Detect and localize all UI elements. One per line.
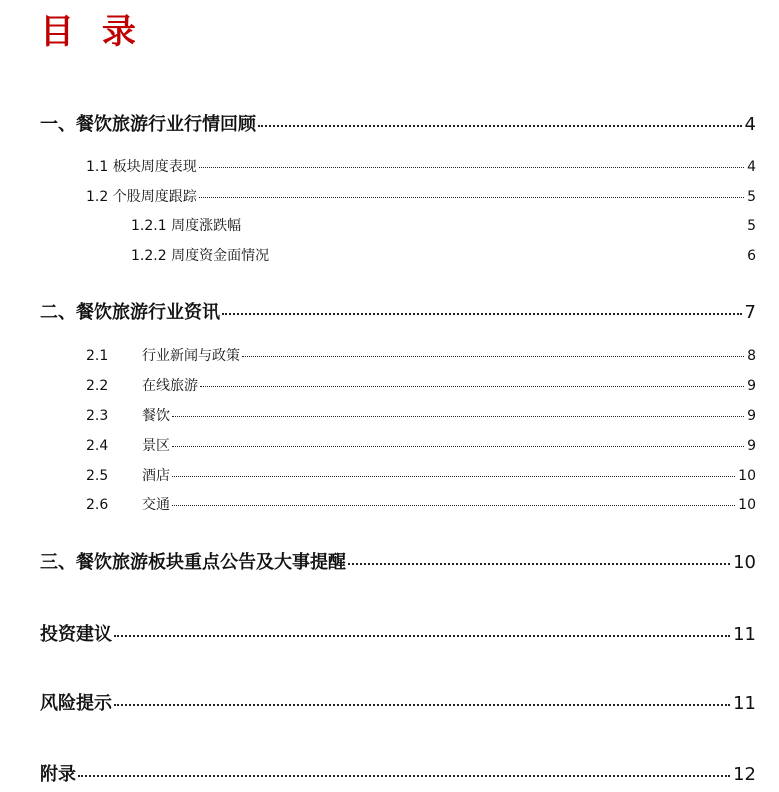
- toc-entry-number: 2.2: [86, 378, 109, 394]
- toc-entry-title: 个股周度跟踪: [112, 189, 197, 205]
- toc-page-number: 8: [747, 348, 756, 364]
- toc-entry-investment-advice[interactable]: [40, 620, 756, 644]
- toc-entry-title: 三、餐饮旅游板块重点公告及大事提醒: [40, 552, 346, 573]
- toc-dot-leader: [199, 167, 744, 168]
- toc-dot-leader: [172, 476, 735, 477]
- toc-page-number: 10: [738, 468, 756, 484]
- toc-entry-number: 1.2.1: [131, 218, 167, 234]
- toc-dot-leader: [222, 313, 742, 315]
- toc-entry-2-6[interactable]: [86, 494, 756, 514]
- toc-entry-1-2-1[interactable]: [131, 215, 756, 235]
- toc-entry-title: 二、餐饮旅游行业资讯: [40, 302, 220, 323]
- toc-page-number: 5: [747, 218, 756, 234]
- toc-entry-title: 行业新闻与政策: [142, 348, 240, 364]
- toc-entry-section-1[interactable]: [40, 110, 756, 134]
- toc-entry-number: 1.2: [86, 189, 109, 205]
- toc-entry-title: 在线旅游: [142, 378, 198, 394]
- toc-dot-leader: [78, 775, 730, 777]
- toc-dot-leader: [271, 256, 744, 257]
- toc-dot-leader: [243, 226, 744, 227]
- toc-dot-leader: [172, 416, 744, 417]
- toc-entry-number: 2.4: [86, 438, 109, 454]
- toc-entry-2-5[interactable]: [86, 465, 756, 485]
- toc-dot-leader: [114, 704, 730, 706]
- toc-page-number: 4: [747, 159, 756, 175]
- toc-entry-number: 1.1: [86, 159, 109, 175]
- toc-entry-number: 2.1: [86, 348, 109, 364]
- toc-entry-1-1[interactable]: [86, 156, 756, 176]
- toc-entry-title: 板块周度表现: [112, 159, 197, 175]
- toc-entry-2-3[interactable]: [86, 405, 756, 425]
- toc-entry-2-2[interactable]: [86, 375, 756, 395]
- toc-dot-leader: [199, 197, 744, 198]
- toc-dot-leader: [172, 446, 744, 447]
- toc-entry-title: 一、餐饮旅游行业行情回顾: [40, 114, 256, 135]
- toc-page-number: 12: [733, 764, 756, 785]
- toc-page-number: 5: [747, 189, 756, 205]
- toc-entry-2-1[interactable]: [86, 345, 756, 365]
- toc-entry-number: 2.5: [86, 468, 109, 484]
- toc-entry-title: 酒店: [142, 468, 170, 484]
- toc-page-number: 9: [747, 378, 756, 394]
- toc-page-number: 9: [747, 408, 756, 424]
- toc-entry-number: 2.3: [86, 408, 109, 424]
- toc-dot-leader: [172, 505, 735, 506]
- toc-entry-risk-warning[interactable]: [40, 689, 756, 713]
- toc-dot-leader: [200, 386, 744, 387]
- toc-entry-title: 交通: [142, 497, 170, 513]
- toc-entry-1-2-2[interactable]: [131, 245, 756, 265]
- toc-entry-title: 风险提示: [40, 693, 112, 714]
- toc-page-number: 6: [747, 248, 756, 264]
- toc-entry-number: 2.6: [86, 497, 109, 513]
- toc-page-number: 10: [733, 552, 756, 573]
- toc-entry-section-3[interactable]: [40, 548, 756, 572]
- toc-entry-section-2[interactable]: [40, 298, 756, 322]
- toc-entry-title: 附录: [40, 764, 76, 785]
- toc-page-number: 10: [738, 497, 756, 513]
- page-title: 目 录: [40, 12, 144, 52]
- toc-page-number: 9: [747, 438, 756, 454]
- toc-entry-2-4[interactable]: [86, 435, 756, 455]
- toc-entry-title: 周度涨跌幅: [171, 218, 242, 234]
- toc-entry-title: 周度资金面情况: [171, 248, 270, 264]
- toc-page-number: 4: [744, 114, 756, 135]
- toc-dot-leader: [114, 635, 730, 637]
- toc-entry-title: 景区: [142, 438, 170, 454]
- toc-page-number: 11: [733, 624, 756, 645]
- toc-entry-appendix[interactable]: [40, 760, 756, 784]
- toc-page-number: 11: [733, 693, 756, 714]
- toc-entry-title: 餐饮: [142, 408, 170, 424]
- toc-entry-1-2[interactable]: [86, 186, 756, 206]
- toc-dot-leader: [258, 125, 742, 127]
- toc-page-number: 7: [744, 302, 756, 323]
- toc-dot-leader: [242, 356, 744, 357]
- toc-dot-leader: [348, 563, 730, 565]
- toc-entry-number: 1.2.2: [131, 248, 167, 264]
- toc-entry-title: 投资建议: [40, 624, 112, 645]
